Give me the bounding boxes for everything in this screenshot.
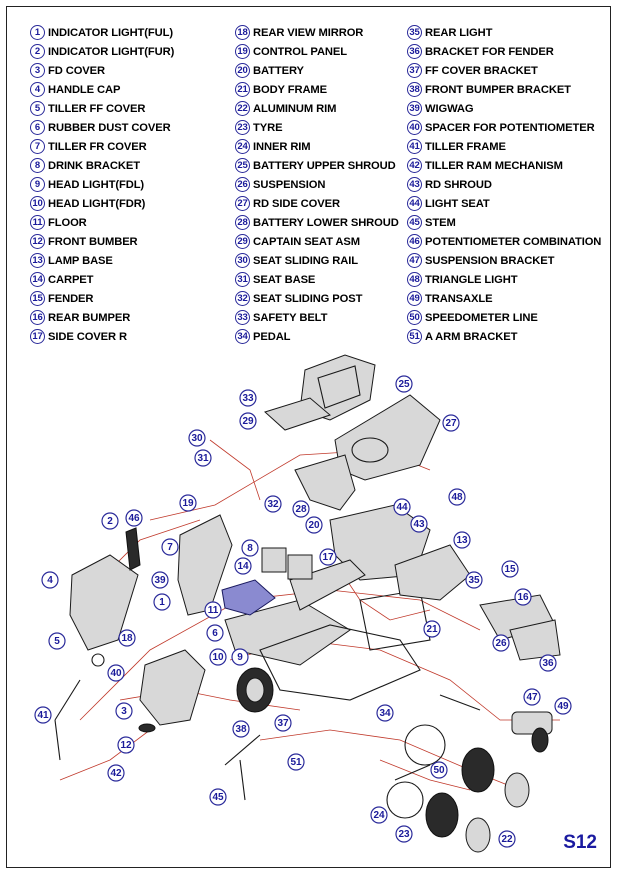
batteries bbox=[262, 548, 312, 579]
svg-text:20: 20 bbox=[308, 520, 320, 531]
callout-29 bbox=[240, 413, 256, 429]
legend-number: 28 bbox=[235, 215, 250, 230]
legend-number: 51 bbox=[407, 329, 422, 344]
legend-number: 26 bbox=[235, 177, 250, 192]
svg-text:42: 42 bbox=[110, 768, 122, 779]
callout-25 bbox=[396, 376, 412, 392]
svg-text:15: 15 bbox=[504, 564, 516, 575]
svg-text:19: 19 bbox=[182, 498, 194, 509]
svg-text:27: 27 bbox=[445, 418, 457, 429]
callout-8 bbox=[242, 540, 258, 556]
callout-51 bbox=[288, 754, 304, 770]
legend-label: INDICATOR LIGHT(FUL) bbox=[48, 26, 173, 39]
legend-number: 49 bbox=[407, 291, 422, 306]
callout-15 bbox=[502, 561, 518, 577]
legend-number: 14 bbox=[30, 272, 45, 287]
svg-text:18: 18 bbox=[121, 633, 133, 644]
legend-label: A ARM BRACKET bbox=[425, 330, 518, 343]
callout-31 bbox=[195, 450, 211, 466]
svg-text:8: 8 bbox=[247, 543, 253, 554]
svg-text:3: 3 bbox=[121, 706, 127, 717]
legend-number: 32 bbox=[235, 291, 250, 306]
callout-33 bbox=[240, 390, 256, 406]
legend-number: 50 bbox=[407, 310, 422, 325]
callout-48 bbox=[449, 489, 465, 505]
legend-number: 45 bbox=[407, 215, 422, 230]
legend-number: 44 bbox=[407, 196, 422, 211]
callout-27 bbox=[443, 415, 459, 431]
legend-label: TRANSAXLE bbox=[425, 292, 493, 305]
svg-text:40: 40 bbox=[110, 668, 122, 679]
svg-text:2: 2 bbox=[107, 516, 113, 527]
legend-label: POTENTIOMETER COMBINATION bbox=[425, 235, 602, 248]
legend-number: 15 bbox=[30, 291, 45, 306]
legend-label: SUSPENSION bbox=[253, 178, 326, 191]
legend-label: WIGWAG bbox=[425, 102, 474, 115]
legend-label: BATTERY UPPER SHROUD bbox=[253, 159, 396, 172]
svg-text:38: 38 bbox=[235, 724, 247, 735]
callout-30 bbox=[189, 430, 205, 446]
svg-text:22: 22 bbox=[501, 834, 513, 845]
callout-36 bbox=[540, 655, 556, 671]
legend-number: 4 bbox=[30, 82, 45, 97]
svg-text:34: 34 bbox=[379, 708, 391, 719]
svg-text:1: 1 bbox=[159, 597, 165, 608]
callout-37 bbox=[275, 715, 291, 731]
callout-47 bbox=[524, 689, 540, 705]
callout-7 bbox=[162, 539, 178, 555]
legend-number: 48 bbox=[407, 272, 422, 287]
legend-label: BODY FRAME bbox=[253, 83, 328, 96]
legend-number: 21 bbox=[235, 82, 250, 97]
legend-number: 24 bbox=[235, 139, 250, 154]
legend-label: REAR VIEW MIRROR bbox=[253, 26, 364, 39]
legend-number: 36 bbox=[407, 44, 422, 59]
callout-42 bbox=[108, 765, 124, 781]
tiller-assembly bbox=[55, 515, 232, 760]
svg-text:46: 46 bbox=[128, 513, 140, 524]
legend-label: RD SHROUD bbox=[425, 178, 492, 191]
callout-46 bbox=[126, 510, 142, 526]
svg-text:36: 36 bbox=[542, 658, 554, 669]
legend-number: 22 bbox=[235, 101, 250, 116]
legend-number: 47 bbox=[407, 253, 422, 268]
callout-38 bbox=[233, 721, 249, 737]
svg-text:37: 37 bbox=[277, 718, 289, 729]
legend-label: REAR LIGHT bbox=[425, 26, 493, 39]
svg-text:33: 33 bbox=[242, 393, 254, 404]
legend-number: 27 bbox=[235, 196, 250, 211]
callout-24 bbox=[371, 807, 387, 823]
legend-label: DRINK BRACKET bbox=[48, 159, 140, 172]
legend-label: FLOOR bbox=[48, 216, 87, 229]
legend-label: SPACER FOR POTENTIOMETER bbox=[425, 121, 595, 134]
legend-label: SUSPENSION BRACKET bbox=[425, 254, 555, 267]
svg-text:26: 26 bbox=[495, 638, 507, 649]
callout-32 bbox=[265, 496, 281, 512]
legend-number: 10 bbox=[30, 196, 45, 211]
legend-label: HANDLE CAP bbox=[48, 83, 121, 96]
legend-label: SIDE COVER R bbox=[48, 330, 127, 343]
captain-seat bbox=[265, 355, 375, 430]
callout-23 bbox=[396, 826, 412, 842]
callout-26 bbox=[493, 635, 509, 651]
svg-text:5: 5 bbox=[54, 636, 60, 647]
svg-text:21: 21 bbox=[426, 624, 438, 635]
svg-text:51: 51 bbox=[290, 757, 302, 768]
legend-number: 1 bbox=[30, 25, 45, 40]
legend-label: SEAT SLIDING POST bbox=[253, 292, 363, 305]
callout-41 bbox=[35, 707, 51, 723]
callout-19 bbox=[180, 495, 196, 511]
legend-label: RD SIDE COVER bbox=[253, 197, 340, 210]
front-bumper bbox=[139, 650, 205, 732]
legend-label: FENDER bbox=[48, 292, 94, 305]
callout-13 bbox=[454, 532, 470, 548]
svg-text:35: 35 bbox=[468, 575, 480, 586]
legend-label: TRIANGLE LIGHT bbox=[425, 273, 518, 286]
callout-20 bbox=[306, 517, 322, 533]
svg-text:14: 14 bbox=[237, 561, 249, 572]
legend-number: 30 bbox=[235, 253, 250, 268]
transaxle bbox=[512, 712, 552, 752]
legend-label: LAMP BASE bbox=[48, 254, 113, 267]
legend-label: SEAT SLIDING RAIL bbox=[253, 254, 358, 267]
legend-number: 42 bbox=[407, 158, 422, 173]
legend-number: 40 bbox=[407, 120, 422, 135]
legend-label: RUBBER DUST COVER bbox=[48, 121, 171, 134]
legend-label: SEAT BASE bbox=[253, 273, 316, 286]
callout-22 bbox=[499, 831, 515, 847]
legend-number: 43 bbox=[407, 177, 422, 192]
legend-label: BATTERY LOWER SHROUD bbox=[253, 216, 399, 229]
svg-text:12: 12 bbox=[120, 740, 132, 751]
legend-number: 13 bbox=[30, 253, 45, 268]
svg-text:43: 43 bbox=[413, 519, 425, 530]
legend-number: 31 bbox=[235, 272, 250, 287]
svg-text:10: 10 bbox=[212, 652, 224, 663]
legend-label: FRONT BUMPER BRACKET bbox=[425, 83, 571, 96]
legend-number: 5 bbox=[30, 101, 45, 116]
svg-text:17: 17 bbox=[322, 552, 334, 563]
legend-label: REAR BUMPER bbox=[48, 311, 131, 324]
svg-text:50: 50 bbox=[433, 765, 445, 776]
legend-label: HEAD LIGHT(FDR) bbox=[48, 197, 146, 210]
legend-label: HEAD LIGHT(FDL) bbox=[48, 178, 145, 191]
callout-9 bbox=[232, 649, 248, 665]
callout-5 bbox=[49, 633, 65, 649]
svg-text:30: 30 bbox=[191, 433, 203, 444]
legend-label: TYRE bbox=[253, 121, 283, 134]
svg-text:13: 13 bbox=[456, 535, 468, 546]
svg-text:7: 7 bbox=[167, 542, 173, 553]
svg-text:39: 39 bbox=[154, 575, 166, 586]
legend-label: INDICATOR LIGHT(FUR) bbox=[48, 45, 175, 58]
svg-text:11: 11 bbox=[207, 605, 219, 616]
svg-text:23: 23 bbox=[398, 829, 410, 840]
legend-label: TILLER FRAME bbox=[425, 140, 506, 153]
legend-number: 18 bbox=[235, 25, 250, 40]
legend-label: PEDAL bbox=[253, 330, 291, 343]
legend-label: ALUMINUM RIM bbox=[253, 102, 337, 115]
legend-label: TILLER FR COVER bbox=[48, 140, 147, 153]
svg-text:6: 6 bbox=[212, 628, 218, 639]
legend-number: 16 bbox=[30, 310, 45, 325]
legend-label: CARPET bbox=[48, 273, 94, 286]
legend-label: TILLER FF COVER bbox=[48, 102, 146, 115]
svg-text:44: 44 bbox=[396, 502, 408, 513]
callout-17 bbox=[320, 549, 336, 565]
legend-label: STEM bbox=[425, 216, 456, 229]
legend-number: 3 bbox=[30, 63, 45, 78]
svg-text:28: 28 bbox=[295, 504, 307, 515]
legend-number: 38 bbox=[407, 82, 422, 97]
callout-45 bbox=[210, 789, 226, 805]
svg-text:45: 45 bbox=[212, 792, 224, 803]
legend-number: 12 bbox=[30, 234, 45, 249]
callout-28 bbox=[293, 501, 309, 517]
svg-text:47: 47 bbox=[526, 692, 538, 703]
legend-number: 33 bbox=[235, 310, 250, 325]
svg-text:41: 41 bbox=[37, 710, 49, 721]
legend-number: 7 bbox=[30, 139, 45, 154]
legend-number: 8 bbox=[30, 158, 45, 173]
callout-12 bbox=[118, 737, 134, 753]
legend-number: 11 bbox=[30, 215, 45, 230]
callout-40 bbox=[108, 665, 124, 681]
svg-text:16: 16 bbox=[517, 592, 529, 603]
legend-number: 25 bbox=[235, 158, 250, 173]
callout-16 bbox=[515, 589, 531, 605]
callout-2 bbox=[102, 513, 118, 529]
legend-number: 41 bbox=[407, 139, 422, 154]
stem-assembly bbox=[225, 695, 480, 800]
legend-label: SPEEDOMETER LINE bbox=[425, 311, 538, 324]
svg-text:48: 48 bbox=[451, 492, 463, 503]
legend-label: TILLER RAM MECHANISM bbox=[425, 159, 563, 172]
legend-number: 17 bbox=[30, 329, 45, 344]
callout-4 bbox=[42, 572, 58, 588]
callout-34 bbox=[377, 705, 393, 721]
callout-1 bbox=[154, 594, 170, 610]
legend-number: 34 bbox=[235, 329, 250, 344]
legend-number: 29 bbox=[235, 234, 250, 249]
svg-text:4: 4 bbox=[47, 575, 53, 586]
legend-label: INNER RIM bbox=[253, 140, 311, 153]
legend-number: 37 bbox=[407, 63, 422, 78]
callout-35 bbox=[466, 572, 482, 588]
svg-text:25: 25 bbox=[398, 379, 410, 390]
callout-10 bbox=[210, 649, 226, 665]
legend-number: 23 bbox=[235, 120, 250, 135]
callout-18 bbox=[119, 630, 135, 646]
callout-50 bbox=[431, 762, 447, 778]
legend-label: LIGHT SEAT bbox=[425, 197, 490, 210]
legend-label: FD COVER bbox=[48, 64, 106, 77]
legend-number: 39 bbox=[407, 101, 422, 116]
callout-6 bbox=[207, 625, 223, 641]
legend-number: 2 bbox=[30, 44, 45, 59]
legend-number: 19 bbox=[235, 44, 250, 59]
rear-shroud bbox=[395, 545, 560, 660]
legend-label: BATTERY bbox=[253, 64, 304, 77]
legend-number: 46 bbox=[407, 234, 422, 249]
callout-49 bbox=[555, 698, 571, 714]
svg-text:32: 32 bbox=[267, 499, 279, 510]
callout-44 bbox=[394, 499, 410, 515]
callout-21 bbox=[424, 621, 440, 637]
legend-label: BRACKET FOR FENDER bbox=[425, 45, 554, 58]
svg-text:31: 31 bbox=[197, 453, 209, 464]
legend-number: 9 bbox=[30, 177, 45, 192]
callout-14 bbox=[235, 558, 251, 574]
callout-43 bbox=[411, 516, 427, 532]
svg-text:24: 24 bbox=[373, 810, 385, 821]
callout-39 bbox=[152, 572, 168, 588]
legend-label: FF COVER BRACKET bbox=[425, 64, 538, 77]
legend-label: CONTROL PANEL bbox=[253, 45, 348, 58]
page-code: S12 bbox=[563, 832, 597, 853]
svg-text:9: 9 bbox=[237, 652, 243, 663]
callout-11 bbox=[205, 602, 221, 618]
legend-label: FRONT BUMBER bbox=[48, 235, 138, 248]
svg-text:49: 49 bbox=[557, 701, 569, 712]
legend-number: 6 bbox=[30, 120, 45, 135]
callout-3 bbox=[116, 703, 132, 719]
svg-text:29: 29 bbox=[242, 416, 254, 427]
legend-label: CAPTAIN SEAT ASM bbox=[253, 235, 360, 248]
legend-number: 20 bbox=[235, 63, 250, 78]
legend-number: 35 bbox=[407, 25, 422, 40]
legend-label: SAFETY BELT bbox=[253, 311, 328, 324]
